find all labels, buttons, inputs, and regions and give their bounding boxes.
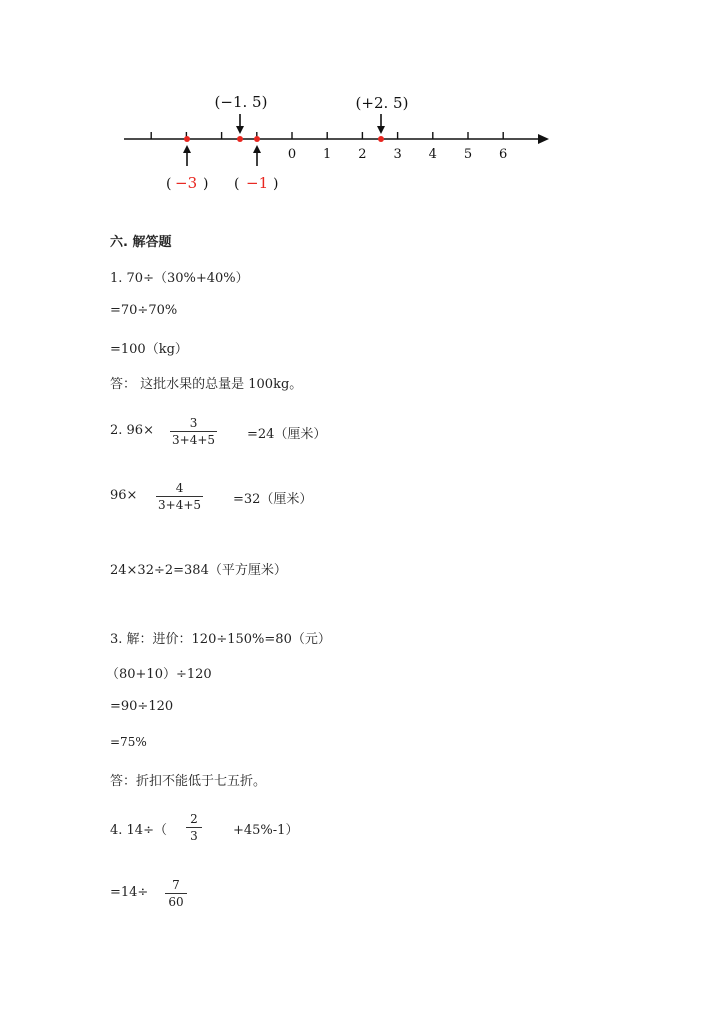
- q1-line-3: =100（kg）: [110, 342, 188, 357]
- q2-line-3: 24×32÷2=384（平方厘米）: [110, 563, 287, 578]
- q2-fraction-1: [170, 415, 217, 448]
- label-neg-1-5: (−1. 5): [214, 93, 268, 111]
- arrow-neg-3-head: [183, 145, 191, 153]
- point-neg-1-5: [237, 136, 243, 142]
- q3-answer: 答：折扣不能低于七五折。: [110, 774, 267, 789]
- q4-fraction-2-denominator: 60: [165, 893, 187, 910]
- q4-fraction-2: [165, 877, 187, 910]
- q4-fraction-2-numerator: 7: [172, 878, 180, 892]
- q2-line-2-suffix: =32（厘米）: [233, 492, 313, 507]
- q4-fraction-1-numerator: 2: [190, 812, 198, 826]
- q4-line-1-prefix: 4. 14÷（: [110, 823, 167, 838]
- q2-fraction-2-denominator: 3+4+5: [158, 498, 202, 512]
- label-neg-1-value: −1: [246, 174, 269, 192]
- arrow-neg-1-head: [253, 145, 261, 153]
- q3-line-3: =90÷120: [110, 699, 174, 714]
- tick-label-0: 0: [287, 147, 297, 162]
- label-pos-2-5: (+2. 5): [355, 94, 409, 112]
- arrow-neg-1-5-head: [236, 126, 244, 134]
- number-line-ticks: [151, 132, 503, 139]
- tick-label-1: 1: [323, 147, 332, 162]
- label-neg-3-close: ): [203, 176, 209, 192]
- tick-label-3: 3: [393, 147, 402, 162]
- q1-line-1: 1. 70÷（30%+40%）: [110, 271, 249, 286]
- number-line-tick-labels: [288, 147, 507, 162]
- tick-label-2: 2: [358, 147, 367, 162]
- point-neg-1: [254, 136, 260, 142]
- q2-line-1-suffix: =24（厘米）: [247, 427, 327, 442]
- section-title: 六. 解答题: [110, 235, 172, 250]
- label-neg-1-close: ): [273, 176, 279, 192]
- q1-answer: 答： 这批水果的总量是 100kg。: [110, 377, 303, 392]
- q2-fraction-1-numerator: 3: [189, 416, 198, 430]
- tick-label-4: 4: [428, 147, 437, 162]
- q3-line-4: =75%: [110, 735, 147, 749]
- q1-line-2: =70÷70%: [110, 303, 178, 318]
- number-line-arrowhead: [538, 134, 549, 144]
- q2-fraction-1-denominator: 3+4+5: [172, 433, 216, 447]
- q2-line-2-prefix: 96×: [110, 488, 138, 503]
- label-neg-3-open: (: [166, 176, 172, 192]
- tick-label-6: 6: [499, 147, 508, 162]
- q2-fraction-2: [156, 480, 203, 513]
- number-line-figure: [0, 0, 720, 210]
- q2-line-1-prefix: 2. 96×: [110, 423, 154, 438]
- point-pos-2-5: [378, 136, 384, 142]
- q3-line-2: （80+10）÷120: [106, 667, 212, 682]
- tick-label-5: 5: [463, 147, 473, 162]
- q4-line-1-suffix: +45%-1）: [233, 823, 299, 838]
- q4-line-2-prefix: =14÷: [110, 885, 149, 900]
- q3-line-1: 3. 解：进价：120÷150%=80（元）: [110, 632, 331, 647]
- label-neg-3-value: −3: [175, 174, 198, 192]
- q4-fraction-1-denominator: 3: [186, 827, 202, 844]
- arrow-pos-2-5-head: [377, 126, 385, 134]
- q4-fraction-1: [186, 811, 202, 844]
- point-neg-3: [184, 136, 190, 142]
- label-neg-1-open: (: [234, 176, 240, 192]
- q2-fraction-2-numerator: 4: [175, 481, 184, 495]
